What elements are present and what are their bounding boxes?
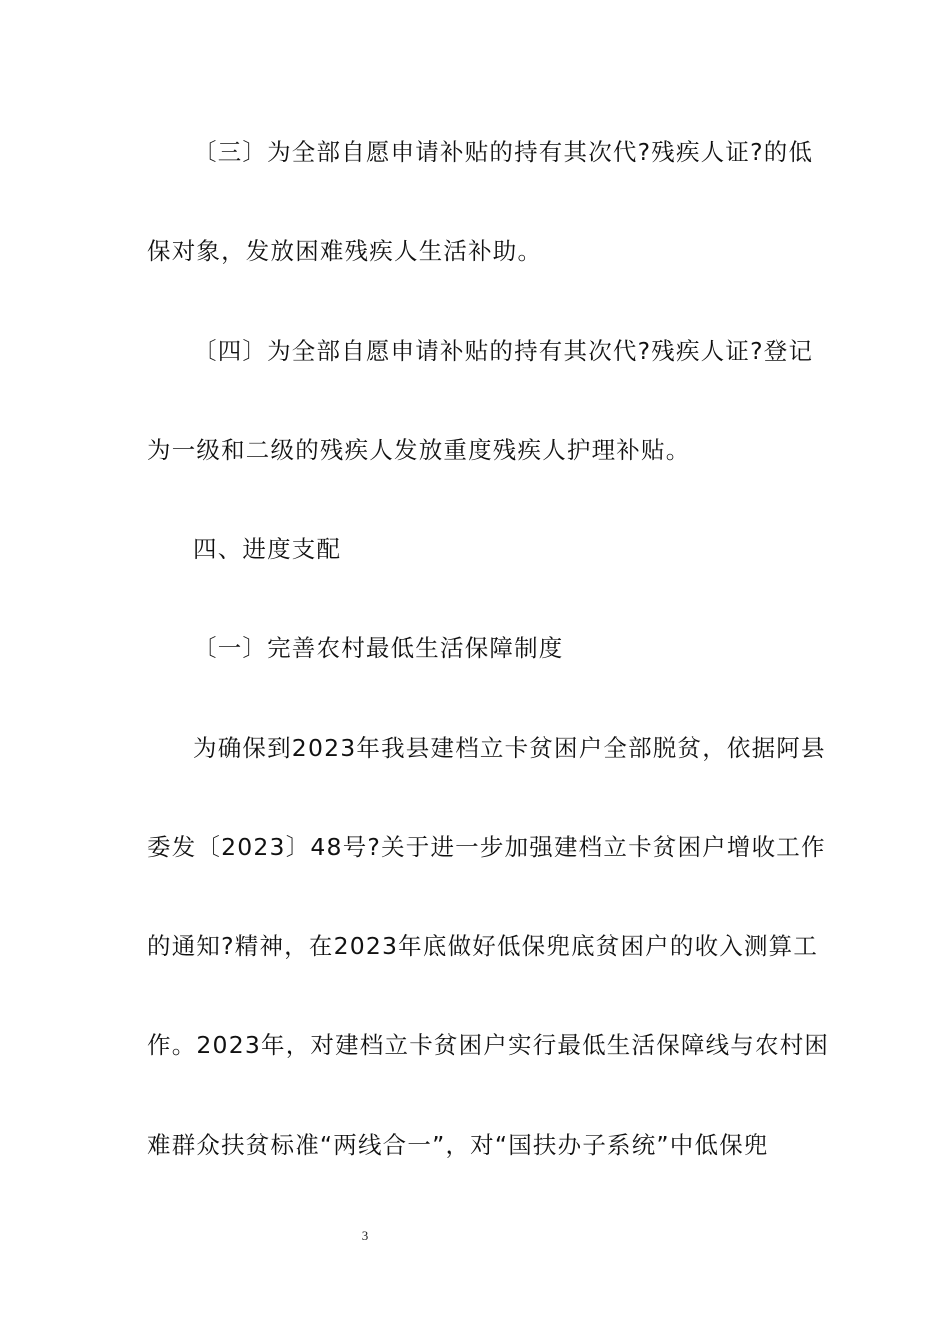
paragraph-line: 委发〔2023〕48号?关于进一步加强建档立卡贫困户增收工作 — [147, 833, 826, 861]
paragraph-line: 为确保到2023年我县建档立卡贫困户全部脱贫，依据阿县 — [193, 734, 826, 762]
section-heading: 四、进度支配 — [193, 535, 342, 563]
subsection-heading: 〔一〕完善农村最低生活保障制度 — [193, 634, 564, 662]
paragraph-line: 〔三〕为全部自愿申请补贴的持有其次代?残疾人证?的低 — [193, 138, 814, 166]
paragraph-line: 作。2023年，对建档立卡贫困户实行最低生活保障线与农村困 — [147, 1031, 830, 1059]
paragraph-line: 难群众扶贫标准“两线合一”，对“国扶办子系统”中低保兜 — [147, 1131, 769, 1159]
paragraph-line: 为一级和二级的残疾人发放重度残疾人护理补贴。 — [147, 436, 691, 464]
paragraph-line: 保对象，发放困难残疾人生活补助。 — [147, 237, 543, 265]
paragraph-line: 的通知?精神，在2023年底做好低保兜底贫困户的收入测算工 — [147, 932, 819, 960]
page-number: 3 — [361, 1228, 369, 1243]
paragraph-line: 〔四〕为全部自愿申请补贴的持有其次代?残疾人证?登记 — [193, 337, 814, 365]
